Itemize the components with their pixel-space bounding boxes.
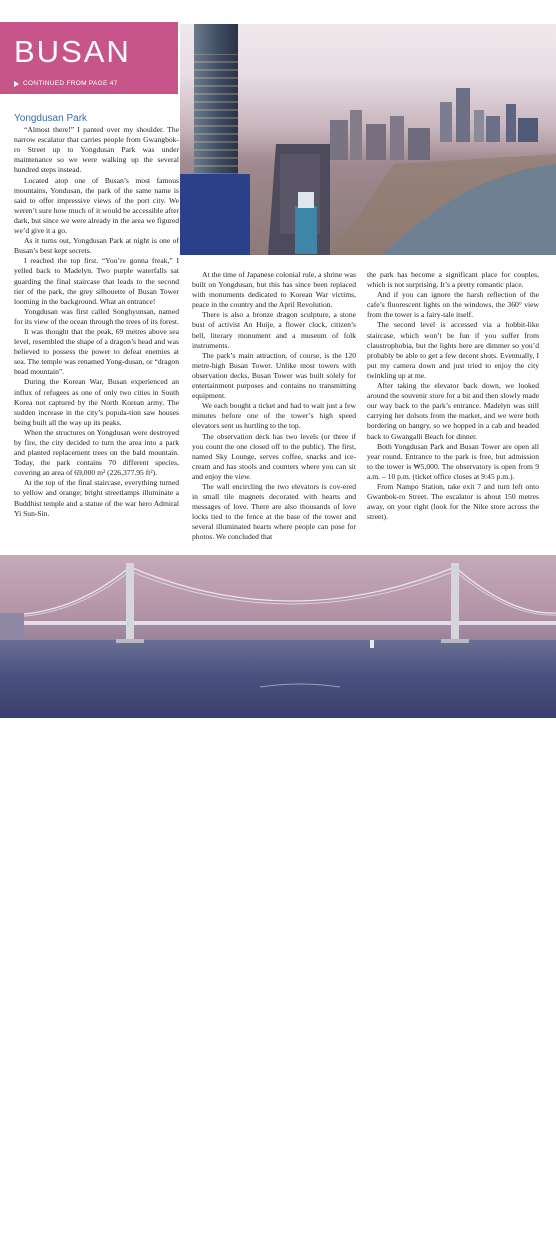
bridge-graphic [0, 555, 556, 718]
paragraph: From Nampo Station, take exit 7 and turn left onto Gwanbok-ro Street. The escalator is about 150 metres away, on your right (look for the Nike store across the street). [367, 481, 539, 522]
paragraph: At the top of the final staircase, everything turned to yellow and orange; bright streetlamps illuminate a Buddhist temple and a statue of the war hero Admiral Yi Sun-Sin. [14, 478, 179, 518]
page-footer [26, 1251, 142, 1260]
paragraph: “Almost there!” I panted over my shoulder. The narrow escalator that carries people from Gwangbok-ro Street up to Yongdusan Park was under maintenance so we were walking up the several hundred steps instead. [14, 125, 179, 175]
continued-label: CONTINUED FROM PAGE 47 [23, 80, 118, 87]
blue-building [180, 174, 250, 255]
text-column-1 [14, 114, 179, 519]
paragraph: The park’s main attraction, of course, is the 120 metre-high Busan Tower. Unlike most towers with observation decks, Busan Tower was built solely for entertainment purposes and contains no transmitting equipment. [192, 350, 356, 401]
page-title: BUSAN [14, 34, 131, 69]
paragraph: Yongdusan was first called Songhyunsan, named for its view of the ocean through the trees of its forest. [14, 306, 179, 326]
paragraph: The wall encircling the two elevators is cov-ered in small tile magnets decorated with hearts and messages of love. There are also thousands of love locks tied to the fence at the base of the tower and several illuminated hearts where people can pose for photos. We concluded that [192, 481, 356, 542]
paragraph: We each bought a ticket and had to wait just a few minutes before one of the tower’s high speed elevators sent us hurtling to the top. [192, 401, 356, 431]
text-column-3 [367, 270, 539, 522]
section-header [0, 22, 178, 94]
text-column-2 [192, 270, 356, 543]
page-number: 48 [26, 1251, 35, 1260]
publication-name: Destination Paradise 2018-19 [43, 1253, 142, 1260]
paragraph: the park has become a significant place for couples, which is not surprising. It’s a pretty romantic place. [367, 270, 539, 290]
paragraph: As it turns out, Yongdusan Park at night is one of Busan’s best kept secrets. [14, 236, 179, 256]
paragraph: It was thought that the peak, 69 metres above sea level, resembled the shape of a dragon’s head and was believed to possess the power to defeat enemies at sea. The temple was renamed Yong-dusan, or “dragon head mountain”. [14, 326, 179, 377]
paragraph: Both Yongdusan Park and Busan Tower are open all year round. Entrance to the park is free, but admission to the tower is ₩5,000. The observatory is open from 9 a.m. – 10 p.m. (ticket office closes at 9:45 p.m.). [367, 441, 539, 481]
paragraph: There is also a bronze dragon sculpture, a stone bust of activist An Huije, a flower clock, citizen’s bell, literary monument and a museum of folk instruments. [192, 310, 356, 350]
section-heading: Yongdusan Park [14, 113, 88, 124]
paragraph: At the time of Japanese colonial rule, a shrine was built on Yongdusan, but this has since been replaced with monuments dedicated to Korean War victims, peace in the country and the April Revolution. [192, 270, 356, 310]
paragraph: And if you can ignore the harsh reflection of the cafe’s fluorescent lights on the windows, the 360° view from the tower is a fairy-tale itself. [367, 290, 539, 320]
paragraph: I reached the top first. “You’re gonna freak,” I yelled back to Madelyn. Two purple waterfalls sat guarding the final staircase that leads to the second tier of the park, the grey silhouette of Busan Tower looming in the background. What an entrance! [14, 256, 179, 306]
paragraph: When the structures on Yongdusan were destroyed by fire, the city decided to turn the area into a park and planted replacement trees on the bald mountain. Today, the park contains 70 different species, covering an area of 69,000 m² (226,377.95 ft²). [14, 427, 179, 478]
paragraph: After taking the elevator back down, we looked around the souvenir store for a bit and then slowly made our way back to the park’s entrance. Madelyn was still carrying her dolsots from the market, and we were both bordering on hangry, so we hopped in a cab and headed back to Gwangalli Beach for dinner. [367, 381, 539, 441]
continued-line [14, 80, 118, 87]
gwangan-bridge-photo [0, 555, 556, 1260]
paragraph: The observation deck has two levels (or three if you count the one closed off to the public). The first, named Sky Lounge, serves coffee, snacks and ice-cream and has stools and counters where you can sit and enjoy the view. [192, 431, 356, 481]
paragraph: Located atop one of Busan’s most famous mountains, Yondusan, the park of the same name is said to offer impressive views of the port city. We weren’t sure how much of it would be accessible after dark, but since we were already in the area we figured we’d give it a go. [14, 175, 179, 236]
paragraph: During the Korean War, Busan experienced an influx of refugees as one of only two cities in South Korea not captured by the North Korean army. The sudden increase in the city’s popula-tion saw houses being built all the way up its peaks. [14, 377, 179, 427]
paragraph: The second level is accessed via a hobbit-like staircase, which won’t be fun if you suffer from claustrophobia, but the lights here are dimmer so you’d probably be able to get a few decent shots. Eventually, I put my camera down and just tried to enjoy the city twinkling up at me. [367, 320, 539, 380]
busan-beach-photo [180, 24, 556, 255]
play-triangle-icon [14, 81, 19, 87]
